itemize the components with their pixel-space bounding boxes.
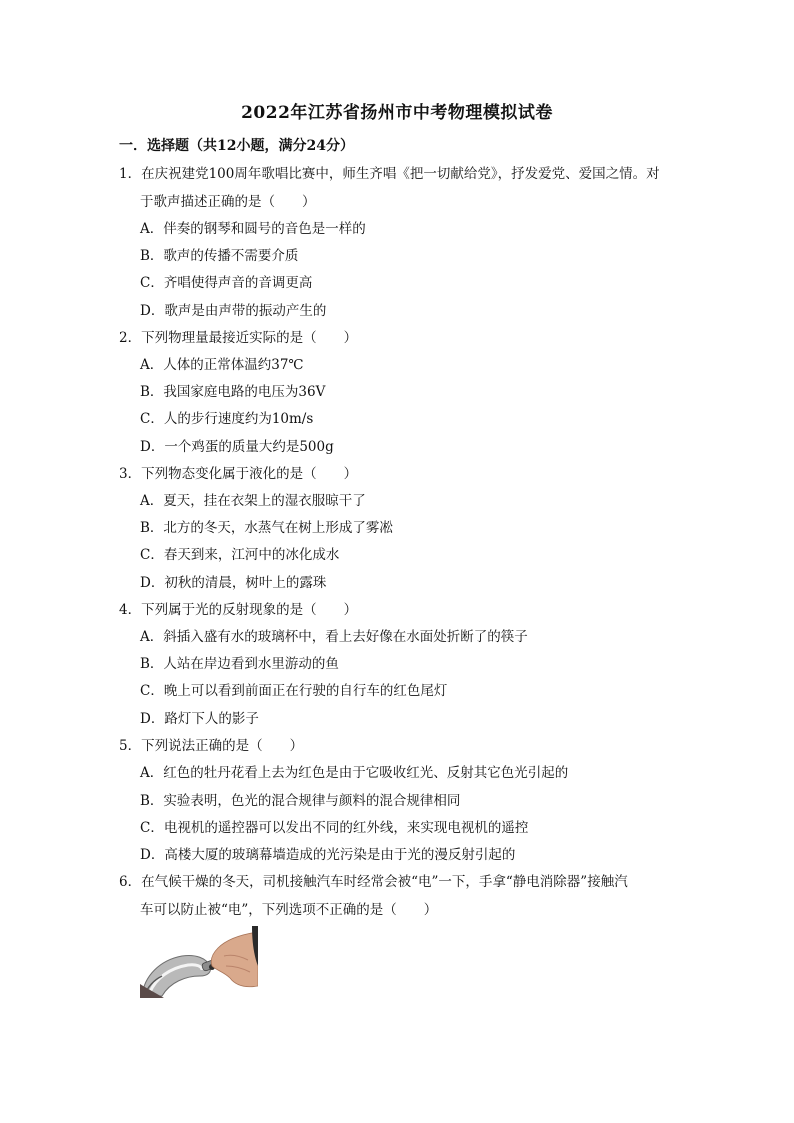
- question-3-stem: 3．下列物态变化属于液化的是（ ）: [119, 466, 358, 482]
- question-6-stem-line-2: 车可以防止被“电”，下列选项不正确的是（ ）: [140, 902, 438, 918]
- question-5-option-d: D．高楼大厦的玻璃幕墙造成的光污染是由于光的漫反射引起的: [140, 847, 516, 863]
- question-4-stem: 4．下列属于光的反射现象的是（ ）: [119, 602, 358, 618]
- question-1-stem-line-1: 1．在庆祝建党100周年歌唱比赛中，师生齐唱《把一切献给党》，抒发爱党、爱国之情。对: [119, 166, 660, 182]
- paper-title: 2022年江苏省扬州市中考物理模拟试卷: [241, 103, 553, 123]
- question-3-option-d: D．初秋的清晨，树叶上的露珠: [140, 575, 327, 591]
- question-5-option-b: B．实验表明，色光的混合规律与颜料的混合规律相同: [140, 793, 461, 809]
- question-2-option-b: B．我国家庭电路的电压为36V: [140, 384, 326, 400]
- question-5-option-c: C．电视机的遥控器可以发出不同的红外线，来实现电视机的遥控: [140, 820, 529, 836]
- question-4-option-d: D．路灯下人的影子: [140, 711, 259, 727]
- question-1-stem-line-2: 于歌声描述正确的是（ ）: [140, 194, 316, 210]
- section-heading: 一．选择题（共12小题，满分24分）: [119, 138, 354, 154]
- question-2-stem: 2．下列物理量最接近实际的是（ ）: [119, 330, 358, 346]
- question-1-option-c: C．齐唱使得声音的音调更高: [140, 275, 313, 291]
- question-3-option-b: B．北方的冬天，水蒸气在树上形成了雾凇: [140, 520, 393, 536]
- question-4-option-a: A．斜插入盛有水的玻璃杯中，看上去好像在水面处折断了的筷子: [140, 629, 528, 645]
- question-6-stem-line-1: 6．在气候干燥的冬天，司机接触汽车时经常会被“电”一下，手拿“静电消除器”接触汽: [119, 874, 628, 890]
- static-eliminator-photo: [140, 926, 258, 998]
- question-2-option-c: C．人的步行速度约为10m/s: [140, 411, 314, 427]
- question-5-option-a: A．红色的牡丹花看上去为红色是由于它吸收红光、反射其它色光引起的: [140, 765, 569, 781]
- question-2-option-a: A．人体的正常体温约37℃: [140, 357, 304, 373]
- question-4-option-c: C．晚上可以看到前面正在行驶的自行车的红色尾灯: [140, 683, 448, 699]
- question-1-option-a: A．伴奏的钢琴和圆号的音色是一样的: [140, 221, 366, 237]
- question-3-option-c: C．春天到来，江河中的冰化成水: [140, 547, 340, 563]
- question-1-option-d: D．歌声是由声带的振动产生的: [140, 303, 327, 319]
- question-5-stem: 5．下列说法正确的是（ ）: [119, 738, 304, 754]
- question-1-option-b: B．歌声的传播不需要介质: [140, 248, 299, 264]
- question-2-option-d: D．一个鸡蛋的质量大约是500g: [140, 439, 334, 455]
- question-3-option-a: A．夏天，挂在衣架上的湿衣服晾干了: [140, 493, 366, 509]
- question-4-option-b: B．人站在岸边看到水里游动的鱼: [140, 656, 339, 672]
